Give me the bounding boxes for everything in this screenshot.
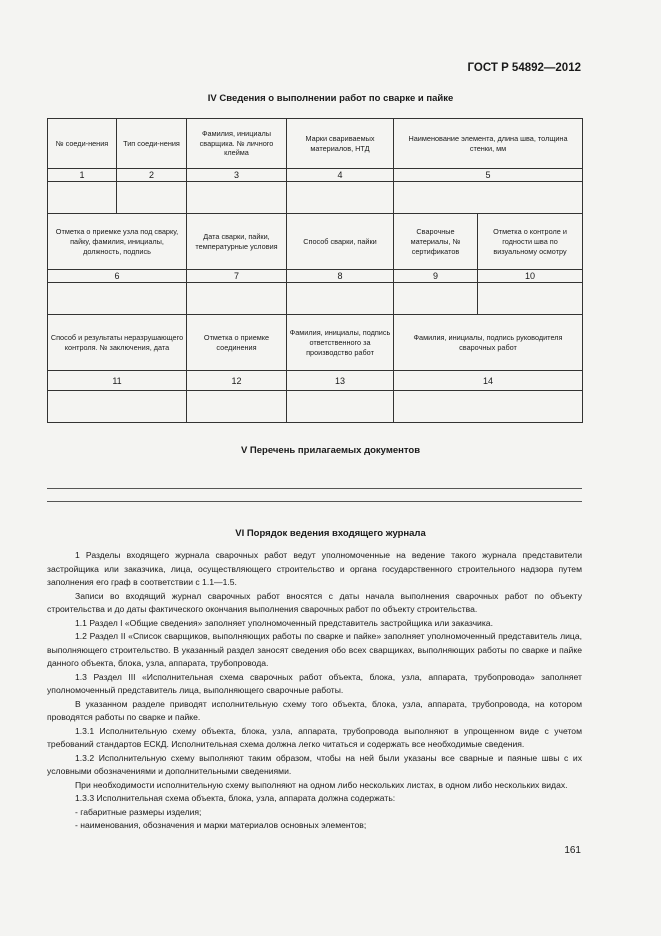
column-number: 13 (287, 371, 394, 391)
section-6-title: VI Порядок ведения входящего журнала (235, 528, 426, 539)
empty-cell (394, 283, 478, 315)
column-number: 10 (478, 270, 583, 283)
header-welding-method: Способ сварки, пайки (287, 214, 394, 270)
empty-cell (394, 391, 583, 423)
empty-cell (287, 182, 394, 214)
paragraph: 1.1 Раздел I «Общие сведения» заполняет уполномоченный представитель застройщика или заказчика. (75, 617, 493, 628)
header-ndt-results: Способ и результаты неразрушающего контроля. № заключения, дата (48, 315, 187, 371)
column-number: 1 (48, 169, 117, 182)
header-fitup-acceptance: Отметка о приемке узла под сварку, пайку, фамилия, инициалы, должность, подпись (48, 214, 187, 270)
header-joint-type: Тип соеди-нения (117, 119, 187, 169)
empty-cell (287, 283, 394, 315)
paragraph: При необходимости исполнительную схему выполняют на одном либо нескольких листах, в одном либо нескольких видах. (75, 779, 568, 790)
empty-cell (117, 182, 187, 214)
paragraph: 1.2 Раздел II «Список сварщиков, выполняющих работы по сварке и пайке» заполняет уполномоченный представитель лица, выполняющего строительство. В указанный раздел заносят сведения обо всех сварщиках, выполняющих работы по сварке и пайке данного объекта, блока, узла, аппарата, трубопровода. (47, 631, 582, 668)
column-number: 3 (187, 169, 287, 182)
paragraph: Записи во входящий журнал сварочных работ вносятся с даты начала выполнения сварочных работ по объекту строительства и до даты фактического окончания выполнения сварочных работ по объекту строительства. (47, 590, 582, 614)
empty-cell (187, 391, 287, 423)
header-welding-date: Дата сварки, пайки, температурные условия (187, 214, 287, 270)
column-number: 7 (187, 270, 287, 283)
paragraph: 1.3.2 Исполнительную схему выполняют таким образом, чтобы на ней были указаны все сварные и паяные швы с их условными обозначениями и дополнительными сведениями. (47, 752, 582, 776)
column-number: 11 (48, 371, 187, 391)
column-number: 12 (187, 371, 287, 391)
paragraph: 1 Разделы входящего журнала сварочных работ ведут уполномоченные на ведение такого журнала представители застройщика или заказчика, лица, осуществляющего строительство и органа государственного строительного надзора путем заполнения его граф в соответствии с 1.1—1.5. (47, 550, 582, 587)
empty-cell (187, 283, 287, 315)
column-number: 14 (394, 371, 583, 391)
page-number: 161 (564, 845, 581, 856)
header-welder-name: Фамилия, инициалы сварщика. № личного клейма (187, 119, 287, 169)
fill-line (47, 501, 582, 502)
empty-cell (287, 391, 394, 423)
paragraph: В указанном разделе приводят исполнительную схему того объекта, блока, узла, аппарата, трубопровода, на котором проводятся работы по сварке и пайке. (47, 698, 582, 722)
paragraph: 1.3 Раздел III «Исполнительная схема сварочных работ объекта, блока, узла, аппарата, трубопровода» заполняет уполномоченный представитель лица, выполняющего сварочные работы. (47, 671, 582, 695)
welding-record-table (47, 118, 583, 423)
empty-cell (478, 283, 583, 315)
column-number: 8 (287, 270, 394, 283)
fill-line (47, 488, 582, 489)
section-6-body (47, 549, 582, 833)
header-joint-number: № соеди-нения (48, 119, 117, 169)
list-item: - наименования, обозначения и марки материалов основных элементов; (75, 820, 367, 830)
header-joint-acceptance: Отметка о приемке соединения (187, 315, 287, 371)
column-number: 4 (287, 169, 394, 182)
column-number: 9 (394, 270, 478, 283)
list-item: - габаритные размеры изделия; (75, 806, 202, 817)
empty-cell (187, 182, 287, 214)
paragraph: 1.3.3 Исполнительная схема объекта, блока, узла, аппарата должна содержать: (75, 793, 396, 803)
header-material-grades: Марки свариваемых материалов, НТД (287, 119, 394, 169)
empty-cell (48, 391, 187, 423)
header-welding-consumables: Сварочные материалы, № сертификатов (394, 214, 478, 270)
header-welding-supervisor: Фамилия, инициалы, подпись руководителя сварочных работ (394, 315, 583, 371)
header-element-name: Наименование элемента, длина шва, толщина стенки, мм (394, 119, 583, 169)
section-4-title: IV Сведения о выполнении работ по сварке и пайке (207, 93, 454, 104)
column-number: 2 (117, 169, 187, 182)
header-responsible-person: Фамилия, инициалы, подпись ответственного за производство работ (287, 315, 394, 371)
empty-cell (48, 182, 117, 214)
section-5-title: V Перечень прилагаемых документов (240, 445, 421, 456)
column-number: 5 (394, 169, 583, 182)
standard-number: ГОСТ Р 54892—2012 (467, 62, 581, 74)
column-number: 6 (48, 270, 187, 283)
empty-cell (48, 283, 187, 315)
empty-cell (394, 182, 583, 214)
paragraph: 1.3.1 Исполнительную схему объекта, блока, узла, аппарата, трубопровода выполняют в упрощенном виде с учетом требований стандартов ЕСКД. Исполнительная схема должна легко читаться и содержать все необходимые сведения. (47, 725, 582, 749)
header-visual-inspection: Отметка о контроле и годности шва по визуальному осмотру (478, 214, 583, 270)
